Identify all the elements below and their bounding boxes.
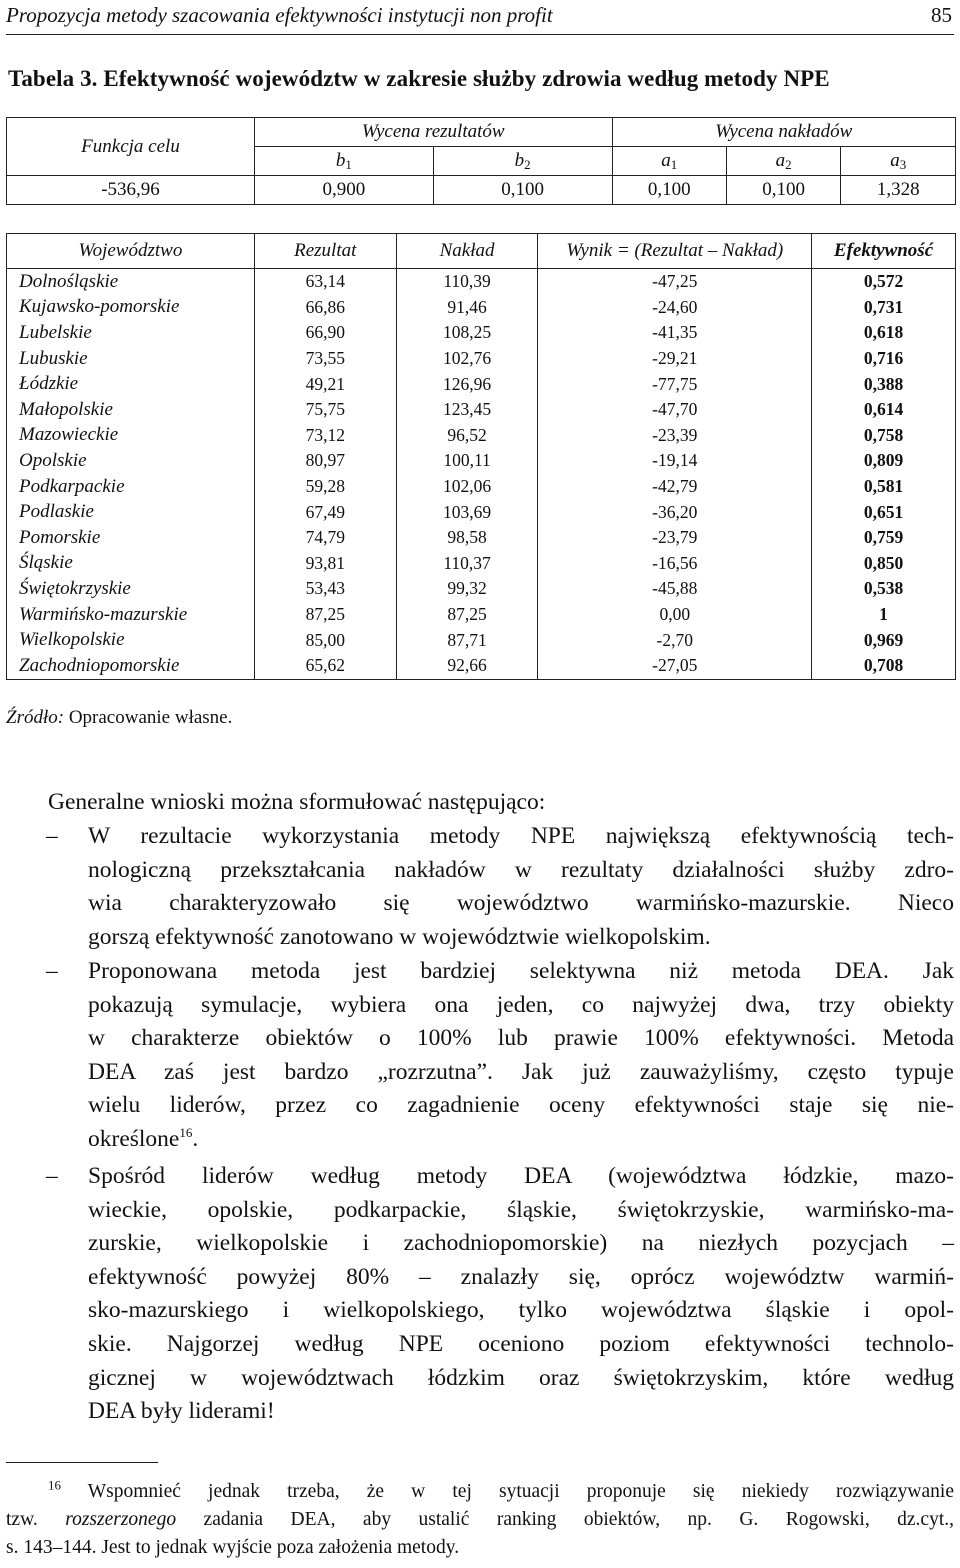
result-header: Rezultat: [254, 234, 396, 269]
bullet-dash: –: [46, 958, 58, 984]
b1-value: 0,900: [255, 176, 434, 205]
footnote-line: $^{16}$ Wspomnieć jednak trzeba, że w tej sytuacji proponuje się niekiedy rozwiązywanie: [48, 1477, 954, 1502]
table-caption: Tabela 3. Efektywność województw w zakresie służby zdrowia według metody NPE: [8, 66, 830, 91]
bullet-line: zurskie, wielkopolskie i zachodniopomorskie) na niezłych pozycjach –: [88, 1230, 954, 1257]
bullet-line: sko-mazurskiego i wielkopolskiego, tylko województwa śląskie i opol-: [88, 1297, 954, 1324]
footnote-line: s. 143–144. Jest to jednak wyjście poza założenia metody.: [6, 1537, 460, 1558]
region-cell: Pomorskie: [7, 525, 255, 551]
result-cell: 80,97: [254, 448, 396, 474]
page-number: 85: [931, 3, 952, 27]
a1-value: 0,100: [612, 176, 726, 205]
bullet-line: nologiczną przekształcania nakładów w rezultaty działalności służby zdro-: [88, 856, 954, 883]
b2-header: $b_2$: [433, 147, 612, 176]
bullet-dash: –: [46, 1163, 58, 1189]
table-row: [7, 653, 956, 679]
a2-header: $a_2$: [726, 147, 840, 176]
efficiency-cell: 0,708: [812, 653, 956, 679]
input-cell: 92,66: [396, 653, 538, 679]
result-cell: 49,21: [254, 371, 396, 397]
bullet-line: w charakterze obiektów o 100% lub prawie 100% efektywności. Metoda: [88, 1025, 954, 1052]
region-cell: Dolnośląskie: [7, 269, 255, 295]
score-header: Wynik = (Rezultat – Nakład): [538, 234, 812, 269]
running-header-title: Propozycja metody szacowania efektywności instytucji non profit: [6, 3, 553, 27]
efficiency-cell: 0,581: [812, 474, 956, 500]
footnote-divider: [6, 1462, 158, 1463]
region-cell: Podlaskie: [7, 499, 255, 525]
result-cell: 66,86: [254, 295, 396, 321]
efficiency-cell: 0,618: [812, 320, 956, 346]
bullet-dash: –: [46, 823, 58, 849]
score-cell: 0,00: [538, 602, 812, 628]
table-row: [7, 525, 956, 551]
result-cell: 73,12: [254, 423, 396, 449]
efficiency-cell: 0,731: [812, 295, 956, 321]
results-group-header: Wycena rezultatów: [255, 118, 613, 147]
input-header: Nakład: [396, 234, 538, 269]
efficiency-cell: 0,850: [812, 551, 956, 577]
score-cell: -42,79: [538, 474, 812, 500]
result-cell: 63,14: [254, 269, 396, 295]
table-row: [7, 320, 956, 346]
table-source: [6, 707, 232, 729]
bullet-text: [88, 1160, 954, 1429]
footnote-line: tzw. rozszerzonego zadania DEA, aby ustalić ranking obiektów, np. G. Rogowski, dz.cyt.,: [6, 1509, 955, 1530]
region-header: Województwo: [7, 234, 255, 269]
bullet-line: gicznej w województwach łódzkim oraz świętokrzyskim, które według: [88, 1364, 954, 1391]
objective-header: Funkcja celu: [7, 118, 255, 176]
score-cell: -2,70: [538, 627, 812, 653]
result-cell: 85,00: [254, 627, 396, 653]
objective-value: -536,96: [7, 176, 255, 205]
efficiency-cell: 0,572: [812, 269, 956, 295]
efficiency-header: Efektywność: [812, 234, 956, 269]
bullet-line: skie. Najgorzej według NPE oceniono poziom efektywności technolo-: [88, 1330, 954, 1357]
a3-header: $a_3$: [841, 147, 956, 176]
region-cell: Kujawsko-pomorskie: [7, 295, 255, 321]
input-cell: 99,32: [396, 576, 538, 602]
region-cell: Lubuskie: [7, 346, 255, 372]
result-cell: 75,75: [254, 397, 396, 423]
efficiency-cell: 0,969: [812, 627, 956, 653]
input-cell: 110,37: [396, 551, 538, 577]
region-cell: Łódzkie: [7, 371, 255, 397]
bullet-line: Proponowana metoda jest bardziej selektywna niż metoda DEA. Jak: [88, 958, 954, 984]
inputs-group-header: Wycena nakładów: [612, 118, 956, 147]
bullet-line-with-ref: określone$^{16}$.: [88, 1125, 199, 1152]
table-row: [7, 346, 956, 372]
region-cell: Śląskie: [7, 551, 255, 577]
input-cell: 98,58: [396, 525, 538, 551]
score-cell: -77,75: [538, 371, 812, 397]
input-cell: 110,39: [396, 269, 538, 295]
table-row: [7, 295, 956, 321]
efficiency-cell: 0,388: [812, 371, 956, 397]
region-cell: Małopolskie: [7, 397, 255, 423]
table-row: [7, 602, 956, 628]
region-cell: Zachodniopomorskie: [7, 653, 255, 679]
score-cell: -45,88: [538, 576, 812, 602]
efficiency-cell: 0,651: [812, 499, 956, 525]
score-cell: -23,79: [538, 525, 812, 551]
result-cell: 59,28: [254, 474, 396, 500]
a1-header: $a_1$: [612, 147, 726, 176]
bullet-line: wielu liderów, przez co zagadnienie oceny efektywności staje się nie-: [88, 1092, 954, 1119]
region-cell: Świętokrzyskie: [7, 576, 255, 602]
footnote-number: 16: [48, 1477, 61, 1493]
result-cell: 67,49: [254, 499, 396, 525]
score-cell: -36,20: [538, 499, 812, 525]
bullet-line: W rezultacie wykorzystania metody NPE największą efektywnością tech-: [88, 823, 954, 849]
bullet-line: wia charakteryzowało się województwo warmińsko-mazurskie. Nieco: [88, 890, 954, 917]
input-cell: 102,76: [396, 346, 538, 372]
bullet-line: pokazują symulacje, wybiera ona jeden, co najwyżej dwa, trzy obiekty: [88, 991, 954, 1018]
parameters-table: [6, 117, 956, 205]
input-cell: 100,11: [396, 448, 538, 474]
region-cell: Opolskie: [7, 448, 255, 474]
region-cell: Mazowieckie: [7, 423, 255, 449]
region-cell: Warmińsko-mazurskie: [7, 602, 255, 628]
efficiency-table: [6, 233, 956, 680]
table-row: [7, 423, 956, 449]
result-cell: 66,90: [254, 320, 396, 346]
footnote-ref[interactable]: 16: [179, 1125, 193, 1141]
score-cell: -29,21: [538, 346, 812, 372]
bullet-line: DEA zaś jest bardzo „rozrzutna”. Jak już zauważyliśmy, często typuje: [88, 1058, 954, 1085]
efficiency-cell: 1: [812, 602, 956, 628]
bullet-line: wieckie, opolskie, podkarpackie, śląskie, świętokrzyskie, warmińsko-ma-: [88, 1196, 954, 1223]
result-cell: 73,55: [254, 346, 396, 372]
input-cell: 87,71: [396, 627, 538, 653]
input-cell: 108,25: [396, 320, 538, 346]
table-row: [7, 576, 956, 602]
score-cell: -19,14: [538, 448, 812, 474]
bullet-line: Spośród liderów według metody DEA (województwa łódzkie, mazo-: [88, 1163, 954, 1189]
region-cell: Podkarpackie: [7, 474, 255, 500]
b2-value: 0,100: [433, 176, 612, 205]
input-cell: 126,96: [396, 371, 538, 397]
efficiency-cell: 0,716: [812, 346, 956, 372]
score-cell: -47,70: [538, 397, 812, 423]
footnote: [6, 1478, 954, 1562]
result-cell: 65,62: [254, 653, 396, 679]
table-row: [7, 551, 956, 577]
efficiency-cell: 0,809: [812, 448, 956, 474]
region-cell: Wielkopolskie: [7, 627, 255, 653]
input-cell: 123,45: [396, 397, 538, 423]
input-cell: 96,52: [396, 423, 538, 449]
region-cell: Lubelskie: [7, 320, 255, 346]
efficiency-cell: 0,758: [812, 423, 956, 449]
input-cell: 91,46: [396, 295, 538, 321]
table-row: [7, 448, 956, 474]
a3-value: 1,328: [841, 176, 956, 205]
table-row: [7, 397, 956, 423]
a2-value: 0,100: [726, 176, 840, 205]
score-cell: -27,05: [538, 653, 812, 679]
b1-header: $b_1$: [255, 147, 434, 176]
result-cell: 74,79: [254, 525, 396, 551]
efficiency-cell: 0,538: [812, 576, 956, 602]
efficiency-cell: 0,759: [812, 525, 956, 551]
running-header: [6, 0, 954, 35]
input-cell: 103,69: [396, 499, 538, 525]
table-row: [7, 474, 956, 500]
bullet-line: efektywność powyżej 80% – znalazły się, oprócz województw warmiń-: [88, 1263, 954, 1290]
score-cell: -47,25: [538, 269, 812, 295]
input-cell: 87,25: [396, 602, 538, 628]
efficiency-table-body: [7, 269, 956, 680]
bullet-line: gorszą efektywność zanotowano w województwie wielkopolskim.: [88, 923, 711, 950]
score-cell: -23,39: [538, 423, 812, 449]
bullet-line: DEA były liderami!: [88, 1398, 275, 1425]
score-cell: -24,60: [538, 295, 812, 321]
table-row: [7, 269, 956, 295]
table-row: [7, 499, 956, 525]
input-cell: 102,06: [396, 474, 538, 500]
result-cell: 53,43: [254, 576, 396, 602]
table-row: [7, 371, 956, 397]
result-cell: 87,25: [254, 602, 396, 628]
source-label: Źródło:: [6, 707, 65, 728]
efficiency-cell: 0,614: [812, 397, 956, 423]
table-row: [7, 627, 956, 653]
conclusions-intro: Generalne wnioski można sformułować następująco:: [48, 789, 546, 815]
source-text: Opracowanie własne.: [64, 707, 233, 728]
result-cell: 93,81: [254, 551, 396, 577]
score-cell: -16,56: [538, 551, 812, 577]
bullet-text: [88, 955, 954, 1157]
score-cell: -41,35: [538, 320, 812, 346]
bullet-text: [88, 820, 954, 954]
